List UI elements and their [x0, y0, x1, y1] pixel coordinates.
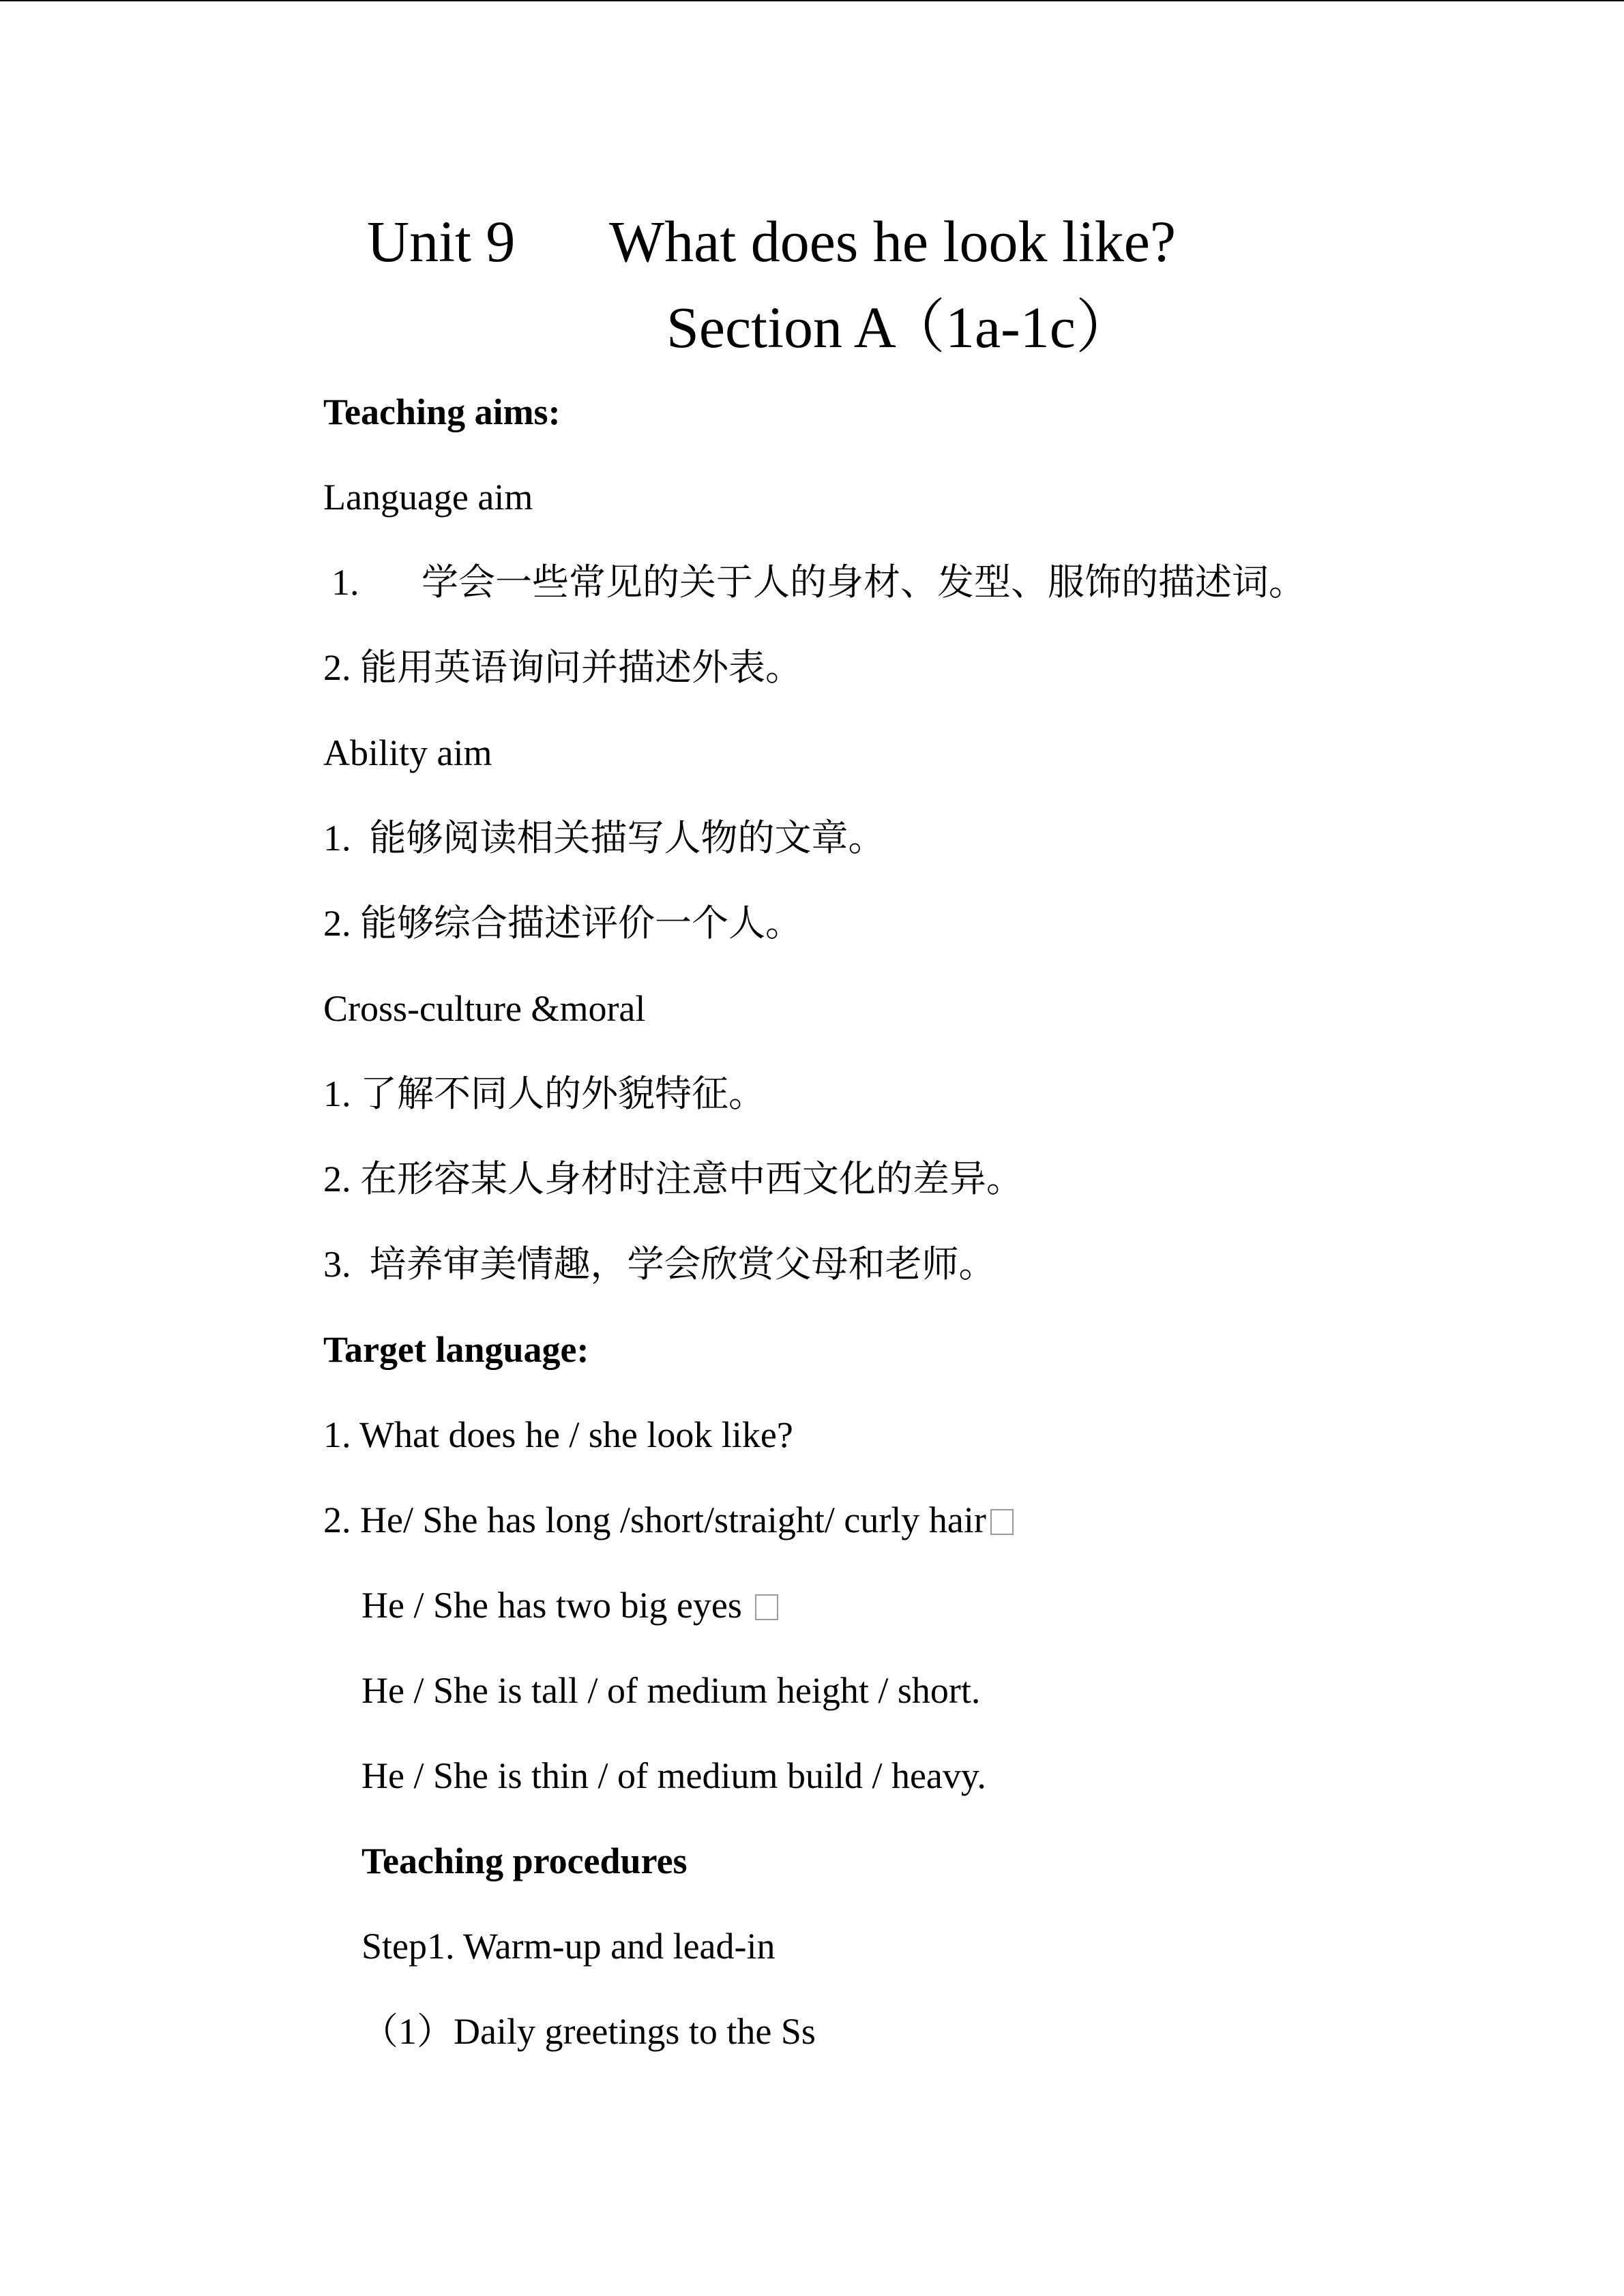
section-range: （1a-1c）: [887, 295, 1134, 360]
ability-aim-item-1: [323, 816, 885, 860]
language-aim-item-1: [331, 561, 1305, 604]
item-number: 1.: [323, 1073, 351, 1114]
cross-culture-heading: Cross-culture &moral: [323, 988, 646, 1029]
step1-item-1: （1）Daily greetings to the Ss: [361, 2011, 816, 2052]
item-number: 2.: [323, 903, 351, 944]
item-number: 2.: [323, 1159, 351, 1199]
item-text: 了解不同人的外貌特征。: [360, 1073, 765, 1114]
item-text: 学会一些常见的关于人的身材、发型、服饰的描述词。: [422, 562, 1305, 603]
ability-aim-heading: Ability aim: [323, 732, 492, 773]
section-title: Section A: [666, 295, 896, 360]
cross-culture-item-2: [323, 1157, 1023, 1201]
item-text: 2. He/ She has long /short/straight/ curly hair: [323, 1500, 986, 1540]
item-text: 能够阅读相关描写人物的文章。: [369, 818, 885, 859]
cross-culture-item-1: [323, 1072, 765, 1116]
language-aim-item-2: [323, 646, 802, 689]
item-text: He / She has two big eyes: [361, 1585, 752, 1626]
target-language-heading: Target language:: [323, 1329, 589, 1370]
unit-title: Unit 9: [367, 209, 516, 274]
target-language-item-1: 1. What does he / she look like?: [323, 1414, 793, 1455]
item-number: 3.: [323, 1244, 351, 1285]
ability-aim-item-2: [323, 901, 802, 945]
item-number: 1.: [323, 818, 351, 859]
lesson-question-title: What does he look like?: [609, 209, 1177, 274]
target-language-item-2: [323, 1498, 1014, 1542]
missing-glyph-box: [990, 1509, 1014, 1535]
step1-heading: Step1. Warm-up and lead-in: [361, 1926, 776, 1967]
language-aim-heading: Language aim: [323, 477, 533, 518]
missing-glyph-box: [755, 1594, 778, 1620]
item-text: 能够综合描述评价一个人。: [360, 903, 802, 944]
item-text: 在形容某人身材时注意中西文化的差异。: [360, 1159, 1023, 1199]
teaching-aims-heading: Teaching aims:: [323, 391, 561, 432]
teaching-procedures-heading: Teaching procedures: [361, 1840, 688, 1881]
cross-culture-item-3: [323, 1242, 996, 1286]
target-language-item-5: He / She is thin / of medium build / heavy.: [361, 1755, 986, 1796]
item-number: 1.: [331, 562, 359, 603]
item-text: 培养审美情趣，学会欣赏父母和老师。: [369, 1244, 996, 1285]
item-number: 2.: [323, 647, 351, 688]
target-language-item-4: He / She is tall / of medium height / short.: [361, 1670, 981, 1711]
target-language-item-3: [361, 1583, 778, 1627]
item-text: 能用英语询问并描述外表。: [360, 647, 802, 688]
